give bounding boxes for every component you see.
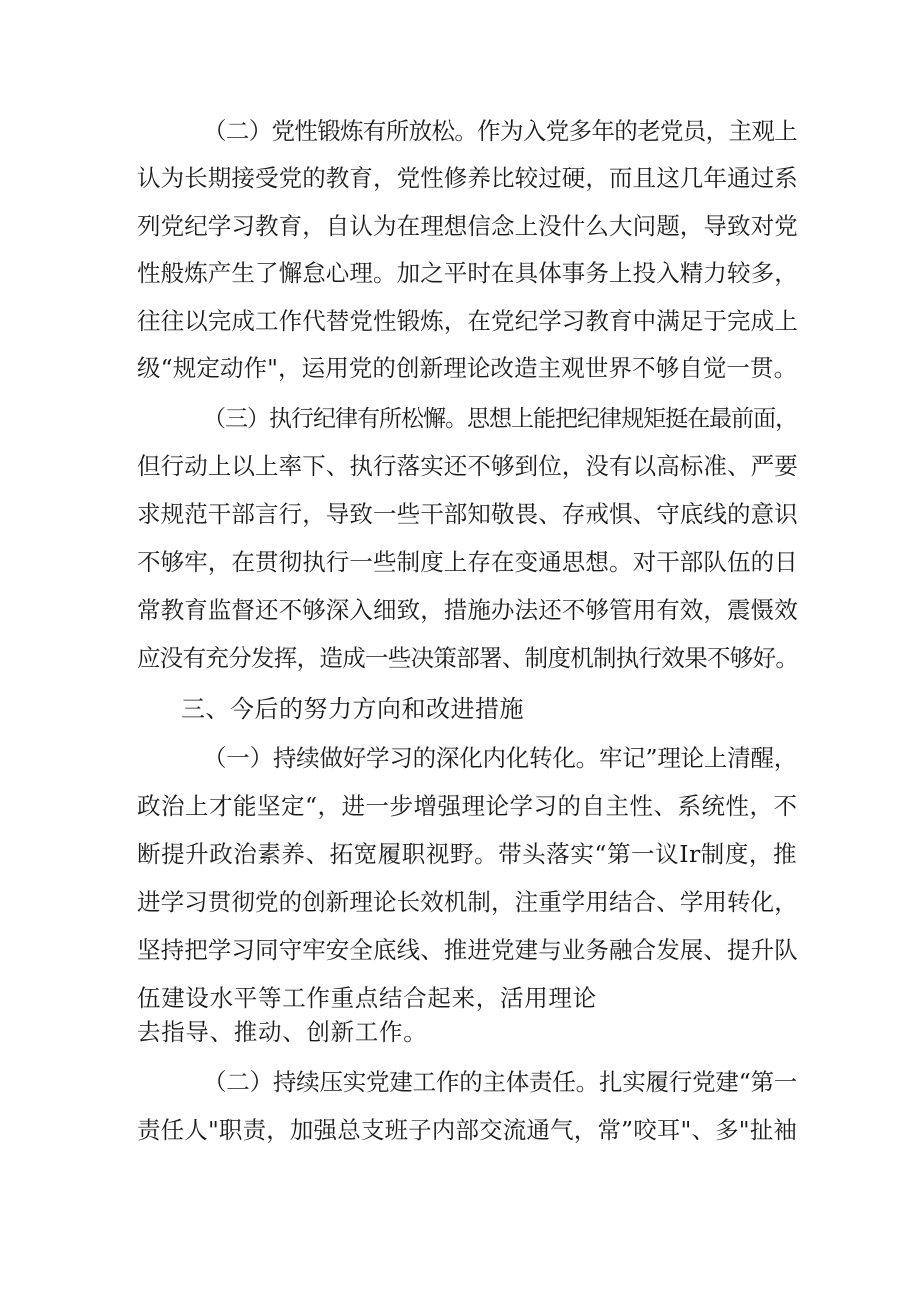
paragraph-line: （二）党性锻炼有所放松。作为入党多年的老党员，主观上: [203, 117, 797, 145]
paragraph-line: 往往以完成工作代替党性锻炼，在党纪学习教育中满足于完成上: [137, 307, 798, 335]
paragraph-line: 坚持把学习同守牢安全底线、推进党建与业务融合发展、提升队: [137, 936, 798, 964]
paragraph-line: 政治上才能坚定“，进一步增强理论学习的自主性、系统性，不: [137, 792, 798, 820]
paragraph-line: 级“规定动作"，运用党的创新理论改造主观世界不够自觉一贯。: [137, 354, 798, 382]
paragraph-line: 性般炼产生了懈怠心理。加之平时在具体事务上投入精力较多，: [137, 259, 798, 287]
paragraph-line: 列党纪学习教育，自认为在理想信念上没什么大问题，导致对党: [137, 212, 798, 240]
paragraph-line: 断提升政治素养、拓宽履职视野。带头落实“第一议Ir制度，推: [137, 840, 797, 868]
section-heading: 三、今后的努力方向和改进措施: [181, 695, 524, 723]
paragraph-line: 去指导、推动、创新工作。: [137, 1018, 428, 1046]
paragraph-line: 但行动上以上率下、执行落实还不够到位，没有以高标准、严要: [137, 452, 798, 480]
paragraph-line: （三）执行纪律有所松懈。思想上能把纪律规矩挺在最前面，: [203, 406, 797, 432]
paragraph-line: 常教育监督还不够深入细致，措施办法还不够管用有效，震慑效: [137, 596, 798, 624]
paragraph-line: 求规范干部言行，导致一些干部知敬畏、存戒惧、守底线的意识: [137, 500, 798, 528]
paragraph-line: 伍建设水平等工作重点结合起来，活用理论: [137, 984, 597, 1012]
paragraph-line: 不够牢，在贯彻执行一些制度上存在变通思想。对干部队伍的日: [137, 548, 798, 576]
paragraph-line: 进学习贯彻党的创新理论长效机制，注重学用结合、学用转化，: [137, 888, 798, 916]
paragraph-line: （一）持续做好学习的深化内化转化。牢记”理论上清醒，: [203, 744, 797, 772]
paragraph-line: 应没有充分发挥，造成一些决策部署、制度机制执行效果不够好。: [137, 644, 799, 672]
paragraph-line: 责任人"职责，加强总支班子内部交流通气，常”咬耳"、多"扯袖: [137, 1116, 797, 1144]
paragraph-line: （二）持续压实党建工作的主体责任。扎实履行党建“第一: [203, 1068, 797, 1096]
paragraph-line: 认为长期接受党的教育，党性修养比较过硬，而且这几年通过系: [137, 164, 798, 192]
